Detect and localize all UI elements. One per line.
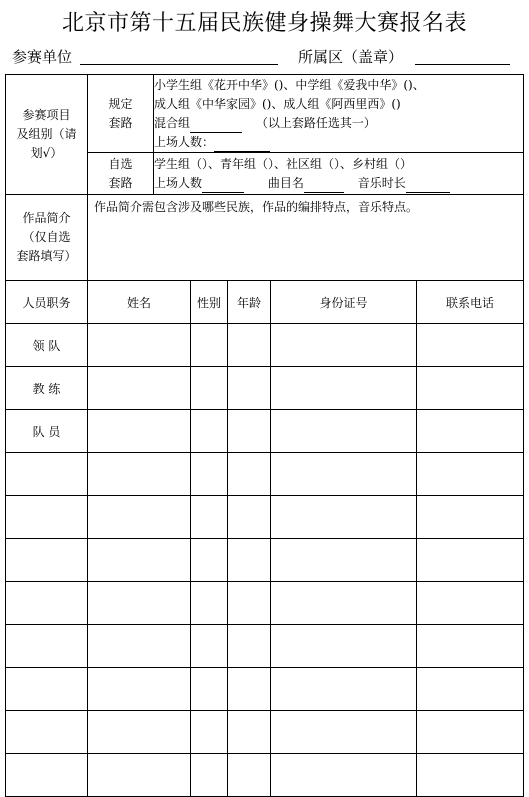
optional-detail-line xyxy=(154,174,523,193)
id-cell[interactable] xyxy=(271,324,417,367)
role-cell[interactable] xyxy=(6,754,88,797)
phone-cell[interactable] xyxy=(417,539,524,582)
age-cell[interactable] xyxy=(228,754,271,797)
id-cell[interactable] xyxy=(271,754,417,797)
music-duration-label: 音乐时长 xyxy=(357,175,406,190)
gender-cell[interactable] xyxy=(191,668,228,711)
gender-cell[interactable] xyxy=(191,711,228,754)
role-leader: 领 队 xyxy=(6,324,88,367)
table-row xyxy=(6,625,524,668)
gender-cell[interactable] xyxy=(191,539,228,582)
song-name-label: 曲目名 xyxy=(267,175,304,190)
role-coach: 教 练 xyxy=(6,367,88,410)
table-row xyxy=(6,453,524,496)
required-mixed-line xyxy=(154,114,523,133)
age-cell[interactable] xyxy=(228,324,271,367)
mixed-group-blank[interactable] xyxy=(190,120,242,133)
gender-cell[interactable] xyxy=(191,754,228,797)
table-row xyxy=(6,324,524,367)
id-cell[interactable] xyxy=(271,367,417,410)
age-cell[interactable] xyxy=(228,496,271,539)
id-cell[interactable] xyxy=(271,668,417,711)
role-cell[interactable] xyxy=(6,625,88,668)
optional-label-line2: 套路 xyxy=(108,175,133,190)
name-cell[interactable] xyxy=(88,324,191,367)
age-cell[interactable] xyxy=(228,668,271,711)
table-row xyxy=(6,668,524,711)
mixed-group-note: （以上套路任选其一） xyxy=(255,115,376,130)
age-cell[interactable] xyxy=(228,410,271,453)
age-cell[interactable] xyxy=(228,582,271,625)
intro-label-line2: （仅自选 xyxy=(22,230,71,244)
items-label-line2: 及组别（请 xyxy=(16,127,77,141)
id-cell[interactable] xyxy=(271,410,417,453)
table-row xyxy=(6,367,524,410)
gender-cell[interactable] xyxy=(191,453,228,496)
role-cell[interactable] xyxy=(6,496,88,539)
required-count-line xyxy=(154,133,523,152)
age-cell[interactable] xyxy=(228,367,271,410)
unit-line xyxy=(0,46,529,68)
name-cell[interactable] xyxy=(88,582,191,625)
gender-cell[interactable] xyxy=(191,367,228,410)
phone-cell[interactable] xyxy=(417,367,524,410)
col-header-id-number: 身份证号 xyxy=(271,281,417,324)
id-cell[interactable] xyxy=(271,582,417,625)
col-header-role: 人员职务 xyxy=(6,281,88,324)
table-row xyxy=(6,754,524,797)
gender-cell[interactable] xyxy=(191,625,228,668)
id-cell[interactable] xyxy=(271,539,417,582)
name-cell[interactable] xyxy=(88,453,191,496)
phone-cell[interactable] xyxy=(417,324,524,367)
intro-hint: 作品简介需包含涉及哪些民族，作品的编排特点，音乐特点。 xyxy=(94,200,419,214)
required-label-line1: 规定 xyxy=(108,96,133,111)
page-title: 北京市第十五届民族健身操舞大赛报名表 xyxy=(61,11,467,36)
phone-cell[interactable] xyxy=(417,668,524,711)
required-count-blank[interactable] xyxy=(214,139,270,152)
col-header-gender: 性别 xyxy=(191,281,228,324)
name-cell[interactable] xyxy=(88,539,191,582)
unit-field[interactable] xyxy=(80,64,278,65)
phone-cell[interactable] xyxy=(417,582,524,625)
phone-cell[interactable] xyxy=(417,453,524,496)
intro-label-line3: 套路填写） xyxy=(16,249,77,263)
id-cell[interactable] xyxy=(271,496,417,539)
col-header-phone: 联系电话 xyxy=(417,281,524,324)
phone-cell[interactable] xyxy=(417,754,524,797)
required-option-line1: 小学生组《花开中华》()、中学组《爱我中华》()、 xyxy=(154,77,425,92)
gender-cell[interactable] xyxy=(191,410,228,453)
phone-cell[interactable] xyxy=(417,410,524,453)
role-cell[interactable] xyxy=(6,582,88,625)
name-cell[interactable] xyxy=(88,410,191,453)
items-label-line1: 参赛项目 xyxy=(22,108,71,122)
song-name-blank[interactable] xyxy=(304,180,344,193)
table-row xyxy=(6,711,524,754)
optional-count-blank[interactable] xyxy=(202,180,244,193)
music-duration-blank[interactable] xyxy=(406,180,450,193)
items-label-line3: 划√） xyxy=(30,146,63,160)
role-member: 队 员 xyxy=(6,410,88,453)
registration-table xyxy=(5,74,524,797)
gender-cell[interactable] xyxy=(191,582,228,625)
role-cell[interactable] xyxy=(6,539,88,582)
table-row xyxy=(6,539,524,582)
table-row xyxy=(6,582,524,625)
role-cell[interactable] xyxy=(6,668,88,711)
name-cell[interactable] xyxy=(88,496,191,539)
name-cell[interactable] xyxy=(88,668,191,711)
required-label-cell xyxy=(88,75,154,153)
name-cell[interactable] xyxy=(88,754,191,797)
required-options-cell[interactable] xyxy=(154,75,524,153)
id-cell[interactable] xyxy=(271,453,417,496)
id-cell[interactable] xyxy=(271,625,417,668)
name-cell[interactable] xyxy=(88,367,191,410)
table-row xyxy=(6,410,524,453)
district-field[interactable] xyxy=(415,64,510,65)
items-label-cell xyxy=(6,75,88,195)
required-option-line2: 成人组《中华家园》()、成人组《阿西里西》() xyxy=(154,96,401,111)
intro-text-cell[interactable] xyxy=(88,195,524,281)
name-cell[interactable] xyxy=(88,711,191,754)
mixed-group-label: 混合组 xyxy=(154,115,191,130)
role-cell[interactable] xyxy=(6,453,88,496)
gender-cell[interactable] xyxy=(191,324,228,367)
name-cell[interactable] xyxy=(88,625,191,668)
col-header-name: 姓名 xyxy=(88,281,191,324)
id-cell[interactable] xyxy=(271,711,417,754)
phone-cell[interactable] xyxy=(417,625,524,668)
intro-label-line1: 作品简介 xyxy=(22,211,71,225)
intro-label-cell xyxy=(6,195,88,281)
age-cell[interactable] xyxy=(228,453,271,496)
table-row xyxy=(6,496,524,539)
gender-cell[interactable] xyxy=(191,496,228,539)
district-label: 所属区（盖章） xyxy=(298,48,404,66)
age-cell[interactable] xyxy=(228,539,271,582)
age-cell[interactable] xyxy=(228,625,271,668)
optional-option-line1: 学生组（）、青年组（）、社区组（）、乡村组（） xyxy=(154,156,413,171)
required-label-line2: 套路 xyxy=(108,115,133,130)
optional-label-line1: 自选 xyxy=(108,156,133,171)
phone-cell[interactable] xyxy=(417,496,524,539)
role-cell[interactable] xyxy=(6,711,88,754)
unit-label: 参赛单位 xyxy=(12,48,73,66)
optional-options-cell[interactable] xyxy=(154,153,524,195)
required-count-label: 上场人数： xyxy=(154,134,215,149)
phone-cell[interactable] xyxy=(417,711,524,754)
col-header-age: 年龄 xyxy=(228,281,271,324)
optional-label-cell xyxy=(88,153,154,195)
optional-count-label: 上场人数 xyxy=(154,175,203,190)
age-cell[interactable] xyxy=(228,711,271,754)
